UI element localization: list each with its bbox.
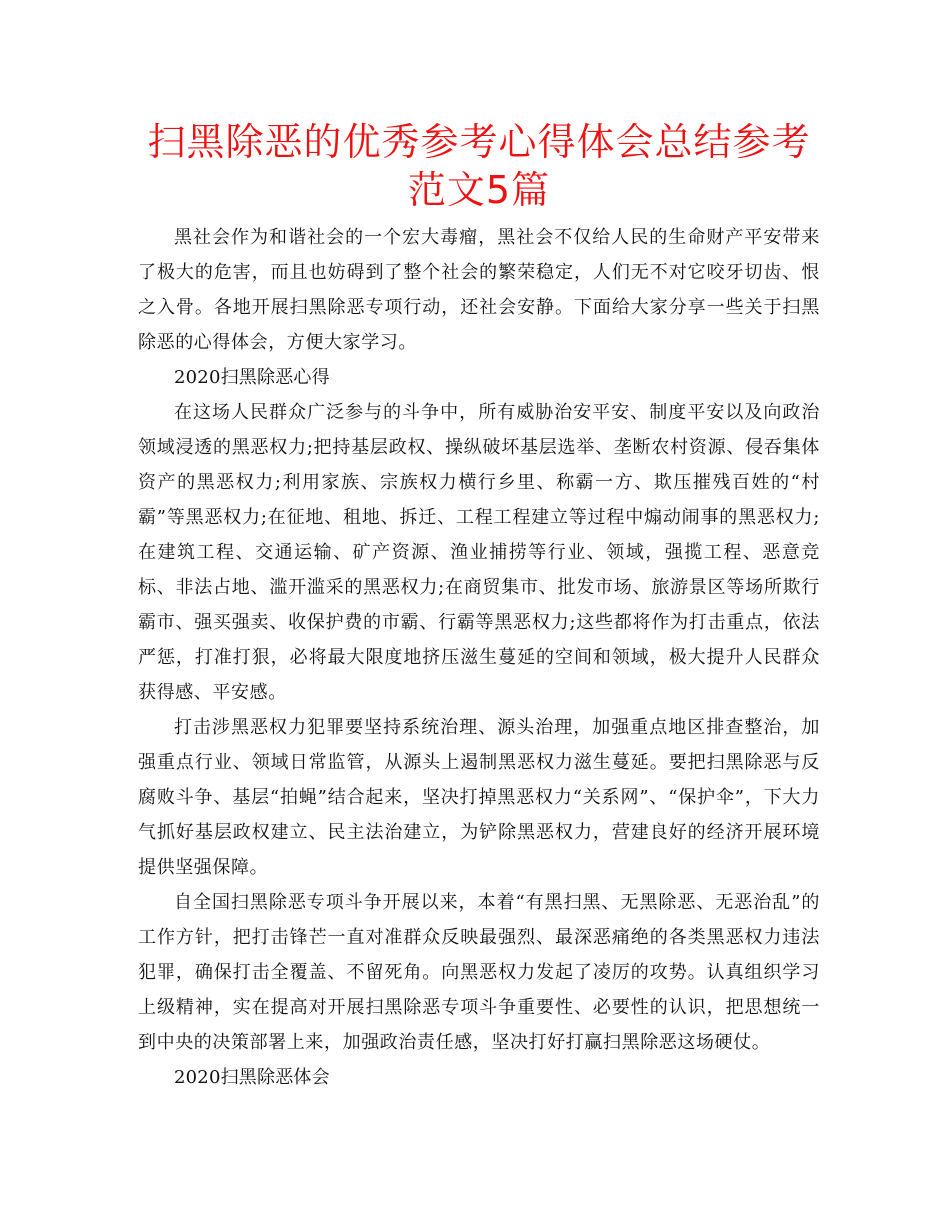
document-title: 扫黑除恶的优秀参考心得体会总结参考范文5篇 (147, 120, 811, 212)
intro-paragraph: 黑社会作为和谐社会的一个宏大毒瘤，黑社会不仅给人民的生命财产平安带来了极大的危害，而且也妨碍到了整个社会的繁荣稳定，人们无不对它咬牙切齿、恨之入骨。各地开展扫黑除恶专项行动，还社会安静。下面给大家分享一些关于扫黑除恶的心得体会，方便大家学习。 (138, 227, 820, 353)
body-paragraph-governance: 打击涉黑恶权力犯罪要坚持系统治理、源头治理，加强重点地区排查整治，加强重点行业、领域日常监管，从源头上遏制黑恶权力滋生蔓延。要把扫黑除恶与反腐败斗争、基层“拍蝇”结合起来，坚决打掉黑恶权力“关系网”、“保护伞”，下大力气抓好基层政权建立、民主法治建立，为铲除黑恶权力，营建良好的经济开展环境提供坚强保障。 (138, 717, 820, 878)
body-paragraph-targets: 在这场人民群众广泛参与的斗争中，所有威胁治安平安、制度平安以及向政治领域浸透的黑恶权力;把持基层政权、操纵破坏基层选举、垄断农村资源、侵吞集体资产的黑恶权力;利用家族、宗族权力横行乡里、称霸一方、欺压摧残百姓的“村霸”等黑恶权力;在征地、租地、拆迁、工程工程建立等过程中煽动闹事的黑恶权力;在建筑工程、交通运输、矿产资源、渔业捕捞等行业、领域，强揽工程、恶意竞标、非法占地、滥开滥采的黑恶权力;在商贸集市、批发市场、旅游景区等场所欺行霸市、强买强卖、收保护费的市霸、行霸等黑恶权力;这些都将作为打击重点，依法严惩，打准打狠，必将最大限度地挤压滋生蔓延的空间和领域，极大提升人民群众获得感、平安感。 (138, 402, 820, 703)
body-paragraph-campaign: 自全国扫黑除恶专项斗争开展以来，本着“有黑扫黑、无黑除恶、无恶治乱”的工作方针，把打击锋芒一直对准群众反映最强烈、最深恶痛绝的各类黑恶权力违法犯罪，确保打击全覆盖、不留死角。向黑恶权力发起了凌厉的攻势。认真组织学习上级精神，实在提高对开展扫黑除恶专项斗争重要性、必要性的认识，把思想统一到中央的决策部署上来，加强政治责任感，坚决打好打赢扫黑除恶这场硬仗。 (138, 892, 820, 1053)
section-heading-xinde: 2020扫黑除恶心得 (174, 367, 330, 388)
section-heading-tihui: 2020扫黑除恶体会 (174, 1067, 330, 1088)
